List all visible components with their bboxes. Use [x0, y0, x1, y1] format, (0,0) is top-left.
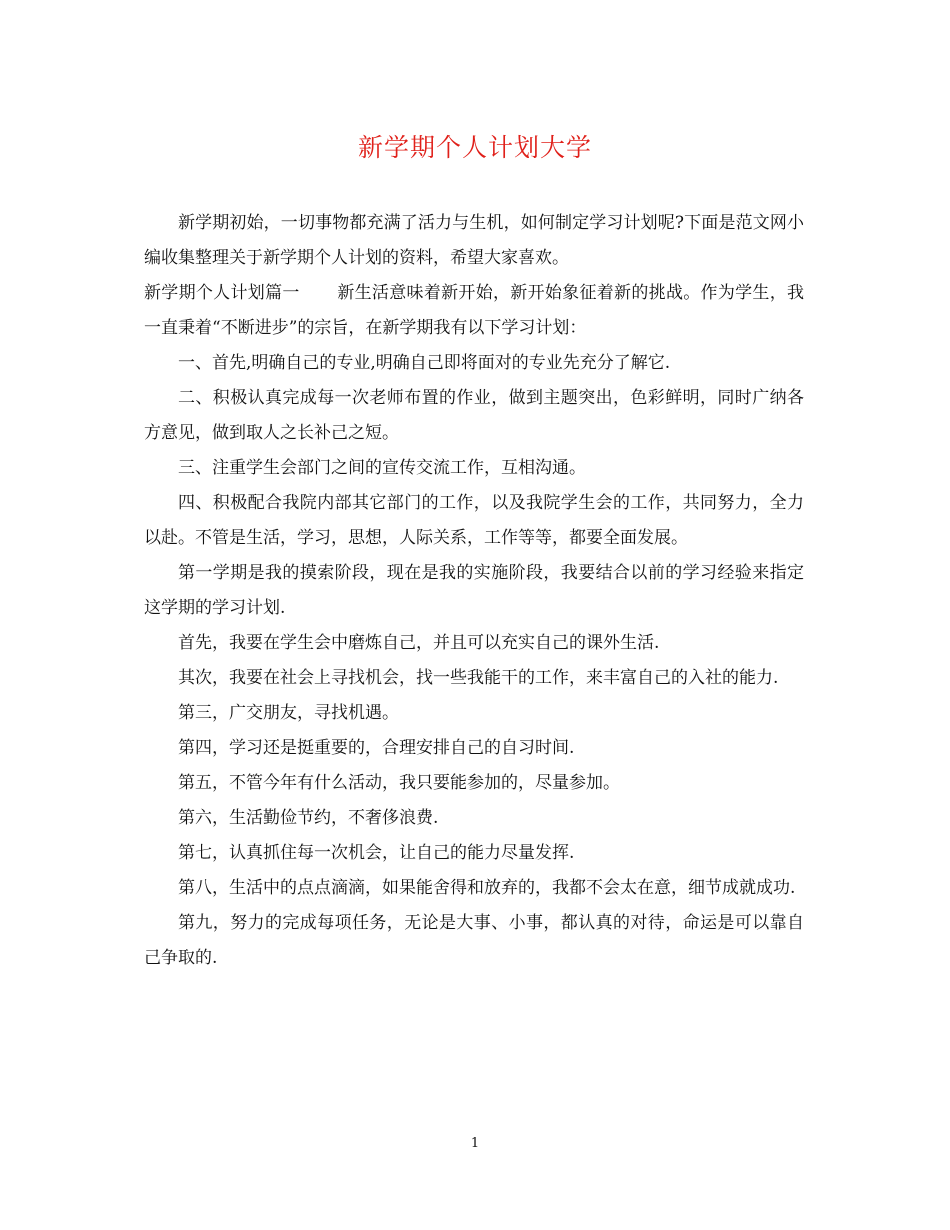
intro-paragraph: 新学期初始，一切事物都充满了活力与生机，如何制定学习计划呢?下面是范文网小编收集整理关于新学期个人计划的资料，希望大家喜欢。: [144, 213, 804, 268]
step-eighth: 第八，生活中的点点滴滴，如果能舍得和放弃的，我都不会太在意，细节成就成功.: [178, 878, 796, 898]
section-label: 新学期个人计划篇一: [144, 283, 300, 303]
step-sixth: 第六，生活勤俭节约，不奢侈浪费.: [178, 808, 439, 828]
page-number: 1: [470, 1136, 480, 1151]
plan-item-1: 一、首先,明确自己的专业,明确自己即将面对的专业先充分了解它.: [178, 353, 671, 373]
plan-item-2: 二、积极认真完成每一次老师布置的作业，做到主题突出，色彩鲜明，同时广纳各方意见，做到取人之长补己之短。: [144, 388, 804, 443]
section-paragraph: [144, 276, 804, 346]
plan-item-4: 四、积极配合我院内部其它部门的工作，以及我院学生会的工作，共同努力，全力以赴。不管是生活，学习，思想，人际关系，工作等等，都要全面发展。: [144, 493, 804, 548]
step-second: 其次，我要在社会上寻找机会，找一些我能干的工作，来丰富自己的入社的能力.: [178, 668, 779, 688]
document-title: 新学期个人计划大学: [357, 133, 592, 162]
step-ninth: 第九，努力的完成每项任务，无论是大事、小事，都认真的对待，命运是可以靠自己争取的.: [144, 913, 804, 968]
step-first: 首先，我要在学生会中磨炼自己，并且可以充实自己的课外生活.: [178, 633, 660, 653]
stage-paragraph: 第一学期是我的摸索阶段，现在是我的实施阶段，我要结合以前的学习经验来指定这学期的学习计划.: [144, 563, 804, 618]
step-third: 第三，广交朋友，寻找机遇。: [178, 703, 399, 723]
plan-item-3: 三、注重学生会部门之间的宣传交流工作，互相沟通。: [178, 458, 586, 478]
step-seventh: 第七，认真抓住每一次机会，让自己的能力尽量发挥.: [178, 843, 575, 863]
section-text: 新生活意味着新开始，新开始象征着新的挑战。作为学生，我一直秉着“不断进步”的宗旨，在新学期我有以下学习计划：: [144, 283, 805, 338]
document-body: [144, 206, 804, 976]
step-fourth: 第四，学习还是挺重要的，合理安排自己的自习时间.: [178, 738, 575, 758]
step-fifth: 第五，不管今年有什么活动，我只要能参加的，尽量参加。: [178, 773, 620, 793]
